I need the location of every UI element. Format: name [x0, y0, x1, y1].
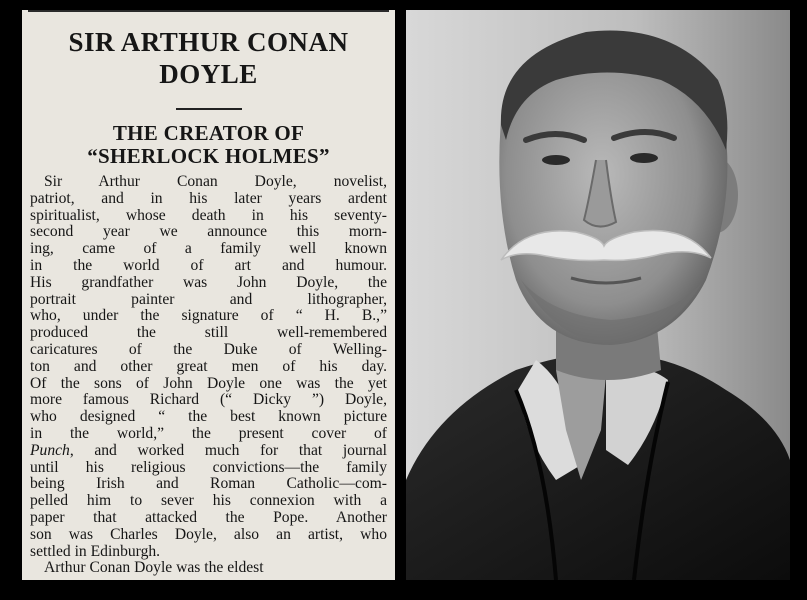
headline-line-1: SIR ARTHUR CONAN	[68, 27, 349, 57]
headline-divider	[176, 108, 242, 110]
headline-line-2: DOYLE	[159, 59, 258, 89]
body-line: being Irish and Roman Catholic—com-	[30, 475, 387, 493]
subhead-line-1: THE CREATOR OF	[112, 121, 305, 145]
body-line: ton and other great men of his day.	[30, 357, 387, 375]
subhead-line-2: “SHERLOCK HOLMES”	[87, 144, 330, 168]
body-line: who designed “ the best known picture	[30, 408, 387, 426]
body-line: Punch, and worked much for that journal	[30, 441, 387, 459]
body-line: more famous Richard (“ Dicky ”) Doyle,	[30, 391, 387, 409]
body-line: son was Charles Doyle, also an artist, who	[30, 525, 387, 543]
body-line: settled in Edinburgh.	[30, 542, 161, 560]
body-line-cut-off: Arthur Conan Doyle was the eldest	[44, 559, 264, 577]
headline	[30, 26, 387, 90]
top-rule	[28, 10, 389, 12]
article-body	[30, 173, 387, 577]
portrait-illustration	[406, 10, 790, 580]
body-line: second year we announce this morn-	[30, 223, 387, 241]
punch-title: Punch	[30, 441, 70, 459]
subheadline	[30, 122, 387, 168]
body-line: who, under the signature of “ H. B.,”	[30, 307, 387, 325]
body-line: paper that attacked the Pope. Another	[30, 508, 387, 526]
body-line: in the world of art and humour.	[30, 256, 387, 274]
portrait-photo	[406, 10, 790, 580]
body-line: ing, came of a family well known	[30, 240, 387, 258]
body-line: Of the sons of John Doyle one was the yet	[30, 374, 387, 392]
body-line: produced the still well-remembered	[30, 324, 387, 342]
left-eye	[542, 155, 570, 165]
body-line: until his religious convictions—the family	[30, 458, 387, 476]
body-line: His grandfather was John Doyle, the	[30, 273, 387, 291]
right-eye	[630, 153, 658, 163]
body-line: in the world,” the present cover of	[30, 424, 387, 442]
body-line: spiritualist, whose death in his seventy-	[30, 206, 387, 224]
body-line: patriot, and in his later years ardent	[30, 189, 387, 207]
body-line: pelled him to sever his connexion with a	[30, 492, 387, 510]
body-line: caricatures of the Duke of Welling-	[30, 340, 387, 358]
body-line: portrait painter and lithographer,	[30, 290, 387, 308]
body-line: Sir Arthur Conan Doyle, novelist,	[44, 173, 387, 190]
newspaper-clipping	[22, 10, 395, 580]
